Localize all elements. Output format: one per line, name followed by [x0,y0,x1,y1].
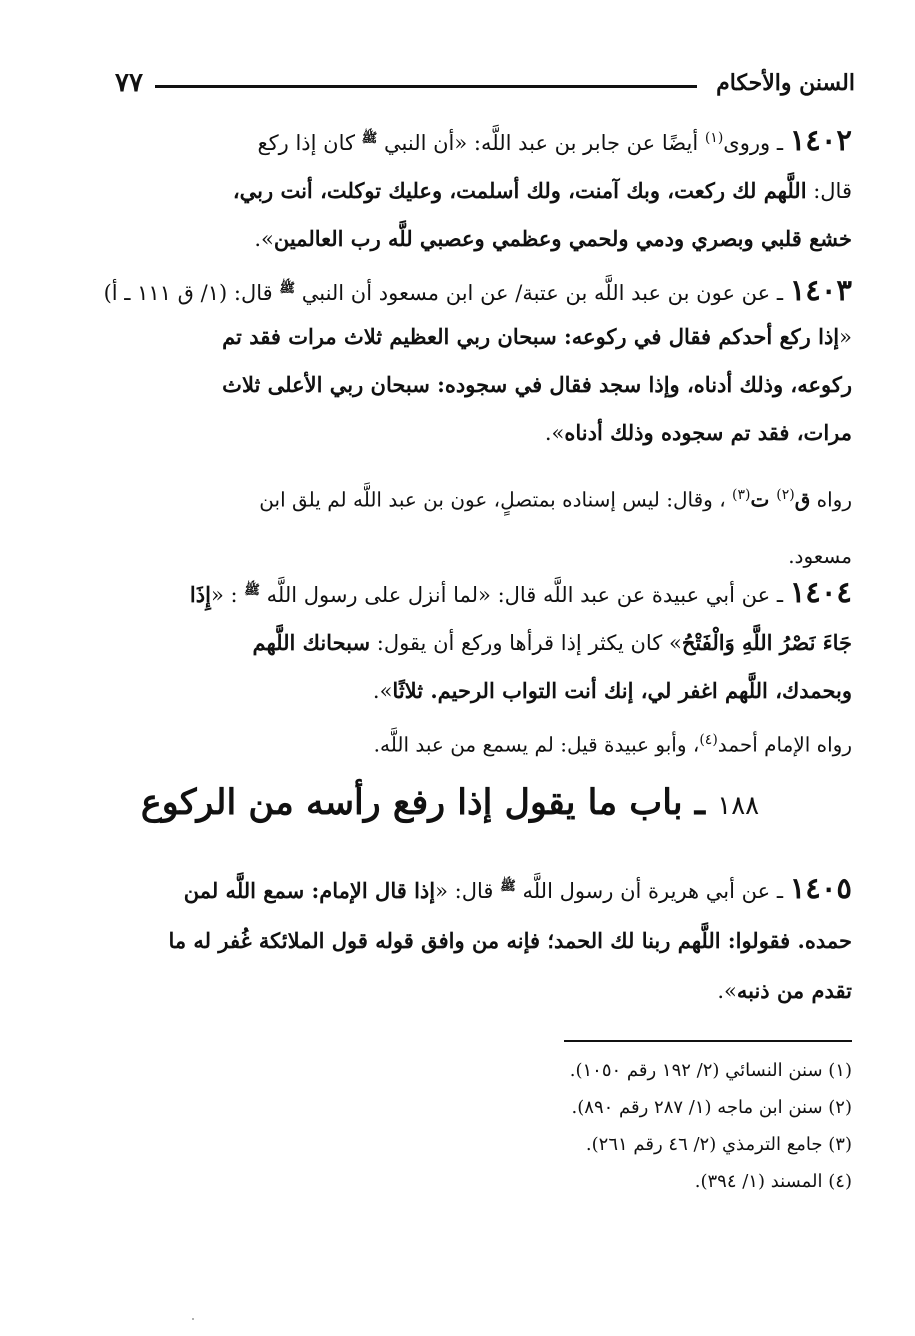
hadith-matn: مرات، فقد تم سجوده وذلك أدناه [564,420,852,445]
footnote-1: (١) سنن النسائي (٢/ ١٩٢ رقم ١٠٥٠). [569,1060,852,1081]
hadith-1405-line-2 [67,916,852,966]
footnote-3: (٣) جامع الترمذي (٢/ ٤٦ رقم ٢٦١). [585,1134,852,1155]
hadith-matn: وبحمدك، اللَّهم اغفر لي، إنك أنت التواب الرحيم. ثلاثًا [392,678,852,703]
hadith-text: ـ وروى [723,131,783,155]
hadith-1404-line-2 [67,619,852,667]
salawat-glyph: ﷺ [361,131,378,146]
footnotes [352,1052,852,1200]
header-title: السنن والأحكام [716,70,855,96]
chapter-number: ١٨٨ [717,791,760,821]
hadith-text: ». [372,679,393,703]
riwaya-1404 [67,720,852,765]
hadith-1403-line-1 [7,265,852,317]
hadith-matn: اللَّهم لك ركعت، وبك آمنت، ولك أسلمت، وعليك توكلت، أنت ربي، [232,178,807,203]
hadith-1403-line-3 [67,361,852,409]
footnote-4: (٤) المسند (١/ ٣٩٤). [694,1171,852,1192]
salawat-glyph: ﷺ [279,281,296,296]
hadith-1404-line-1 [67,567,852,619]
salawat-glyph: ﷺ [244,583,260,598]
riwaya-text: رواه الإمام أحمد [717,732,852,757]
hadith-1402-line-1 [67,115,852,167]
hadith-number: ١٤٠٤ [789,575,852,609]
hadith-text: قال: [806,179,852,203]
source-symbol: ق [794,487,811,512]
hadith-matn: إذا قال الإمام: سمع اللَّه لمن [183,878,436,903]
hadith-1405 [67,862,852,1016]
chapter-title: ـ باب ما يقول إذا رفع رأسه من الركوع [140,782,718,823]
footnote-ref: (٤) [699,732,718,748]
page-number: ٧٧ [115,68,143,98]
hadith-text: ». [254,227,274,251]
hadith-matn: حمده. فقولوا: اللَّهم ربنا لك الحمد؛ فإنه من وافق قوله قول الملائكة غُفر له ما [168,928,852,953]
hadith-matn: ركوعه، وذلك أدناه، وإذا سجد فقال في سجوده: سبحان ربي الأعلى ثلاث [222,372,852,397]
salawat-glyph: ﷺ [500,879,516,894]
hadith-matn: إذا ركع أحدكم فقال في ركوعه: سبحان ربي العظيم ثلاث مرات فقد تم [222,324,840,349]
hadith-number: ١٤٠٣ [789,273,852,307]
footnote-2: (٢) سنن ابن ماجه (١/ ٢٨٧ رقم ٨٩٠). [571,1097,852,1118]
hadith-1404-line-3 [67,667,852,715]
hadith-1402-line-2 [67,167,852,215]
manuscript-reference: (١/ ق ١١١ ـ أ) [103,281,228,305]
hadith-text: ». [717,979,737,1003]
hadith-number: ١٤٠٥ [789,871,852,905]
footnote-ref: (١) [704,130,724,146]
hadith-text: ». [544,421,565,445]
scan-speck [192,1318,194,1320]
hadith-text: قال: [227,281,280,305]
chapter-heading [100,782,800,823]
source-symbol: ت [750,487,777,512]
hadith-matn: تقدم من ذنبه [736,978,852,1003]
riwaya-text: ، وقال: ليس إسناده بمتصلٍ، عون بن عبد اللَّه لم يلق ابن [259,487,733,512]
footnote-separator [564,1040,852,1042]
hadith-text: « [839,325,852,349]
footnote-ref: (٣) [732,487,751,503]
riwaya-1403-line-1 [67,467,852,528]
running-header [115,70,855,104]
quran-text: جَاءَ نَصْرُ اللَّهِ وَالْفَتْحُ [681,630,852,655]
hadith-text: قال: « [435,879,501,903]
hadith-text: ـ عن أبي هريرة أن رسول اللَّه [515,879,783,903]
hadith-1402-line-3 [67,215,852,263]
riwaya-1404-line-1 [67,720,852,765]
riwaya-1403-line-2: مسعود. [788,543,852,568]
hadith-number: ١٤٠٢ [789,123,852,157]
riwaya-text: رواه [810,487,852,512]
quran-text: إِذَا [189,582,211,607]
hadith-matn: سبحانك اللَّهم [252,630,371,655]
hadith-text: » كان يكثر إذا قرأها وركع أن يقول: [370,631,682,655]
hadith-1404 [67,567,852,715]
hadith-text: كان إذا ركع [257,131,362,155]
hadith-1403 [7,265,852,317]
hadith-1405-line-3 [67,966,852,1016]
hadith-1403-line-2 [67,313,852,361]
hadith-1405-line-1 [67,862,852,916]
hadith-text: أيضًا عن جابر بن عبد اللَّه: «أن النبي [377,131,705,155]
hadith-1403-body [67,313,852,457]
hadith-matn: خشع قلبي وبصري ودمي ولحمي وعظمي وعصبي للَّه رب العالمين [273,226,852,251]
hadith-text: : « [210,583,245,607]
hadith-text: ـ عن أبي عبيدة عن عبد اللَّه قال: «لما أنزل على رسول اللَّه [259,583,783,607]
footnote-ref: (٢) [776,487,795,503]
hadith-text: ـ عن عون بن عبد اللَّه بن عتبة/ عن ابن مسعود أن النبي [295,281,783,305]
header-rule [155,85,697,88]
riwaya-text: ، وأبو عبيدة قيل: لم يسمع من عبد اللَّه. [373,732,700,757]
hadith-1402 [67,115,852,263]
hadith-1403-line-4 [67,409,852,457]
